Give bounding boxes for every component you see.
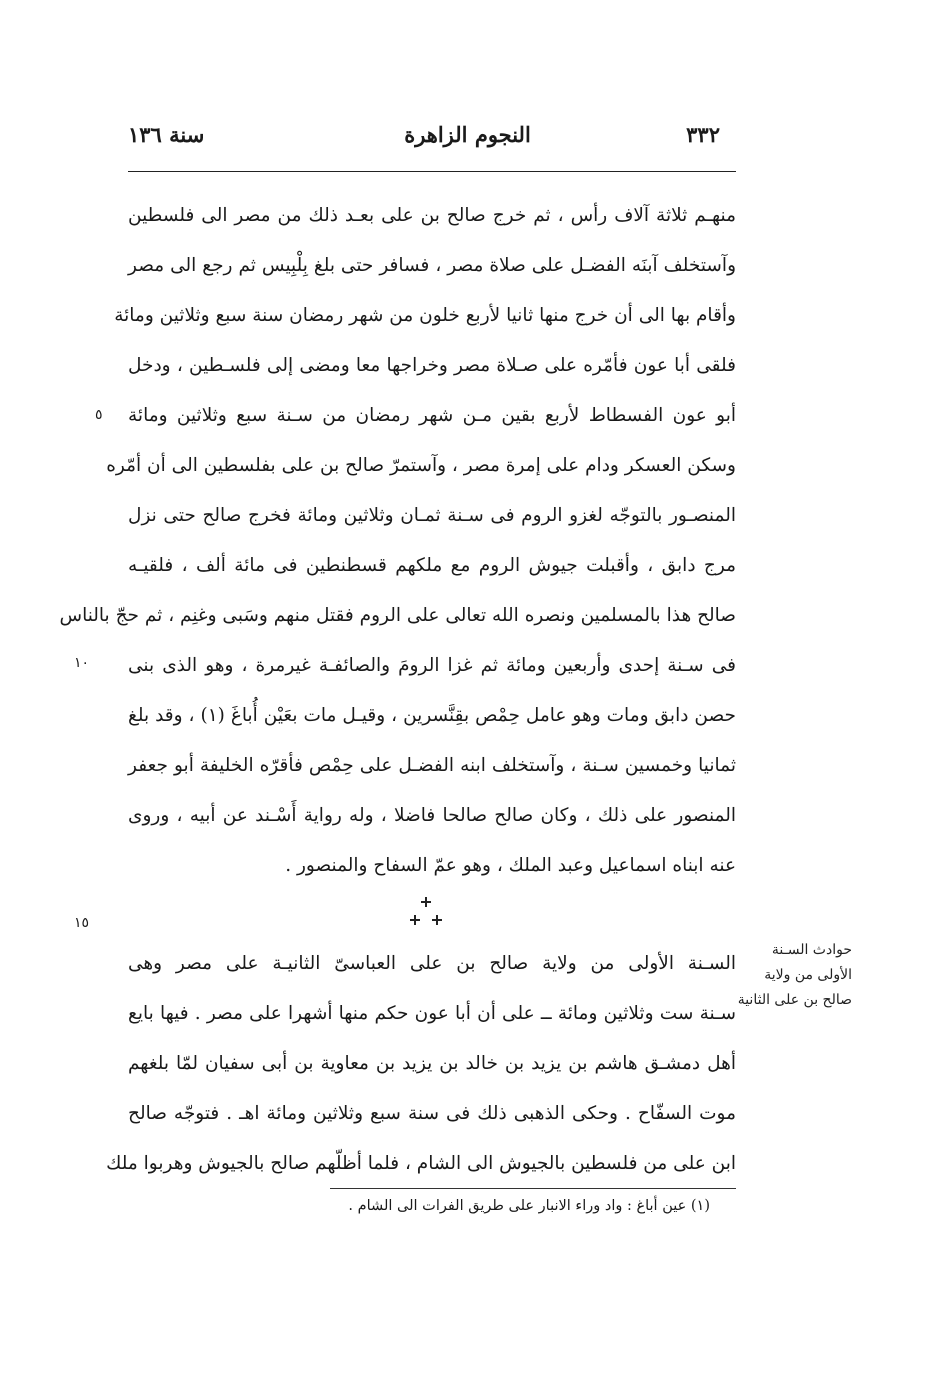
body-line: مرج دابق ، وأقبلت جيوش الروم مع ملكهم قسطنطين فى مائة ألف ، فلقيـه: [128, 555, 736, 576]
margin-note-line: الأولى من ولاية: [764, 967, 852, 983]
section-line: أهل دمشـق هاشم بن يزيد بن خالد بن يزيد بن معاوية بن أبى سفيان لمّا بلغهم: [128, 1053, 736, 1074]
section-ornament: [405, 893, 447, 933]
body-line: ثمانيا وخمسين سـنة ، وآستخلف ابنه الفضـل على حِمْص فأقرّه الخليفة أبو جعفر: [128, 755, 736, 776]
line-marker-10: ١٠: [74, 655, 90, 671]
line-marker-15: ١٥: [74, 915, 90, 931]
body-line: المنصـور بالتوجّه لغزو الروم فى سـنة ثمـان وثلاثين ومائة فخرج صالح حتى نزل: [128, 505, 736, 526]
margin-note-line: صالح بن على الثانية: [737, 992, 852, 1008]
margin-note-line: حوادث السـنة: [771, 942, 852, 958]
body-line: فلقى أبا عون فأمّره على صـلاة مصر وخراجها معا ومضى إلى فلسـطين ، ودخل: [128, 355, 736, 376]
line-marker-5: ٥: [95, 407, 103, 423]
section-line: موت السفّاح . وحكى الذهبى ذلك فى سنة سبع وثلاثين ومائة اهـ . فتوجّه صالح: [128, 1103, 736, 1124]
body-line: منهـم ثلاثة آلاف رأس ، ثم خرج صالح بن على بعـد ذلك من مصر الى فلسطين: [128, 205, 736, 226]
book-title: النجوم الزاهرة: [404, 122, 531, 147]
body-line: فى سـنة إحدى وأربعين ومائة ثم غزا الرومَ والصائفـة غيرمرة ، وهو الذى بنى: [128, 655, 736, 676]
section-line: السـنة الأولى من ولاية صالح بن على العباسىّ الثانيـة على مصر وهى: [128, 953, 736, 974]
body-line: وأقام بها الى أن خرج منها ثانيا لأربع خلون من شهر رمضان سنة سبع وثلاثين ومائة: [114, 305, 736, 326]
body-line: أبو عون الفسطاط لأربع بقين مـن شهر رمضان من سـنة سبع وثلاثين ومائة: [128, 405, 736, 426]
footnote-rule: [330, 1188, 736, 1189]
body-line: صالح هذا بالمسلمين ونصره الله تعالى على الروم فقتل منهم وسَبى وغنِم ، ثم حجّ بالناس: [59, 605, 736, 626]
section-line: سـنة ست وثلاثين ومائة ــ على أن أبا عون حكم منها أشهرا على مصر . فيها بايع: [128, 1003, 736, 1024]
margin-note: [737, 938, 852, 1013]
body-line: المنصور على ذلك ، وكان صالح صالحا فاضلا ، وله رواية أَسْـند عن أبيه ، وروى: [128, 805, 736, 826]
section-line: ابن على من فلسطين بالجيوش الى الشام ، فلما أظلّهم صالح بالجيوش وهربوا ملك: [106, 1153, 736, 1174]
header-rule: [128, 171, 736, 172]
body-line: عنه ابناه اسماعيل وعبد الملك ، وهو عمّ السفاح والمنصور .: [285, 855, 736, 876]
body-line: حصن دابق ومات وهو عامل حِمْص بقِنَّسرين ، وقيـل مات بعَيْن أُباغَ (١) ، وقد بلغ: [128, 705, 736, 726]
footnote: (١) عين أباغ : واد وراء الانبار على طريق الفرات الى الشام .: [348, 1198, 710, 1214]
body-line: وسكن العسكر ودام على إمرة مصر ، وآستمرّ صالح بن على بفلسطين الى أن أمّره: [106, 455, 736, 476]
body-line: وآستخلف آبنَه الفضـل على صلاة مصر ، فسافر حتى بلغ بِلْبِيس ثم رجع الى مصر: [128, 255, 736, 276]
page-year: سنة ١٣٦: [128, 122, 205, 147]
page-number: ٣٣٢: [686, 122, 720, 147]
